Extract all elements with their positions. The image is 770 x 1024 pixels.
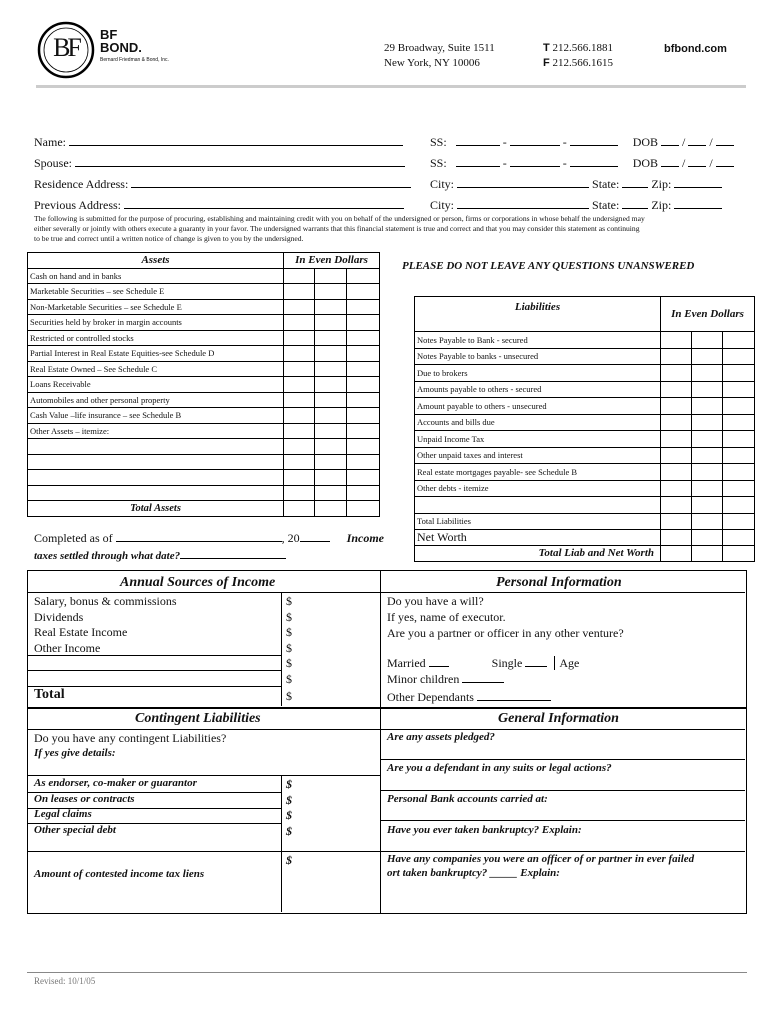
- liabilities-amount-cell[interactable]: [723, 513, 755, 530]
- contingent-row-label: Legal claims: [34, 808, 92, 820]
- assets-total-cell[interactable]: [284, 501, 315, 517]
- contingent-details: If yes give details:: [34, 747, 116, 759]
- state-label: State:: [592, 177, 620, 191]
- personal-header: Personal Information: [496, 575, 622, 590]
- contingent-bottom-rule: [27, 851, 381, 852]
- married-row: [387, 656, 579, 671]
- income-row-currency: $: [286, 594, 292, 608]
- completed-date-field[interactable]: [116, 531, 282, 542]
- liabilities-row: [415, 513, 755, 530]
- section-divider-1: [380, 570, 381, 708]
- assets-amount-cell[interactable]: [315, 408, 347, 424]
- city-field-2[interactable]: [457, 198, 589, 209]
- assets-total-cell[interactable]: [315, 501, 347, 517]
- assets-header: Assets: [28, 253, 284, 269]
- spouse-field[interactable]: [75, 156, 405, 167]
- assets-amount-cell[interactable]: [347, 299, 380, 315]
- dob-field-2a[interactable]: [661, 156, 679, 167]
- assets-header-row: [28, 253, 380, 269]
- dob-field-1a[interactable]: [661, 135, 679, 146]
- assets-amount-cell[interactable]: [315, 377, 347, 393]
- website[interactable]: bfbond.com: [664, 43, 727, 55]
- personal-header-rule: [380, 592, 745, 593]
- assets-row: [28, 284, 380, 300]
- liabilities-amount-cell[interactable]: [692, 348, 723, 365]
- general-header: General Information: [498, 711, 619, 726]
- liabilities-amount-cell[interactable]: [661, 431, 692, 448]
- liabilities-item-label: Notes Payable to Bank - secured: [415, 332, 661, 349]
- logo: [36, 20, 186, 80]
- ss-field-2a[interactable]: [456, 156, 500, 167]
- ss-field-1c[interactable]: [570, 135, 618, 146]
- assets-total-row: [28, 501, 380, 517]
- income-row-currency: $: [286, 640, 292, 655]
- liabilities-amount-cell[interactable]: [661, 348, 692, 365]
- general-rule-2: [380, 790, 745, 791]
- zip-field-1[interactable]: [674, 177, 722, 188]
- liabilities-row: [415, 414, 755, 431]
- income-row-currency: $: [286, 672, 292, 686]
- assets-amount-cell[interactable]: [284, 299, 315, 315]
- assets-table: [27, 252, 380, 517]
- spouse-label: Spouse:: [34, 156, 73, 170]
- assets-amount-cell[interactable]: [347, 408, 380, 424]
- income-header: Annual Sources of Income: [120, 575, 276, 590]
- liabilities-item-label: Amount payable to others - unsecured: [415, 398, 661, 415]
- liabilities-amount-cell[interactable]: [723, 381, 755, 398]
- liabilities-amount-cell[interactable]: [661, 381, 692, 398]
- liab-total-cell[interactable]: [723, 546, 755, 562]
- liabilities-item-label: Due to brokers: [415, 365, 661, 382]
- taxes-label: taxes settled through what date?: [34, 550, 181, 562]
- assets-amount-cell[interactable]: [315, 454, 347, 470]
- net-worth-cell[interactable]: [661, 530, 692, 546]
- disclaimer-line1: The following is submitted for the purpose of procuring, establishing and maintaining credit with you on behalf of the undersigned or person, firms or corporations in whose behalf the undersigned may: [34, 214, 645, 223]
- assets-amount-cell[interactable]: [284, 377, 315, 393]
- assets-amount-cell[interactable]: [347, 361, 380, 377]
- dob-field-2c[interactable]: [716, 156, 734, 167]
- liabilities-amount-cell[interactable]: [661, 480, 692, 497]
- income-row-label: Real Estate Income: [34, 625, 128, 640]
- general-header-rule: [380, 729, 745, 730]
- city-label: City:: [430, 177, 455, 191]
- assets-amount-cell[interactable]: [347, 423, 380, 439]
- assets-amount-cell[interactable]: [284, 470, 315, 486]
- liabilities-amount-cell[interactable]: [723, 414, 755, 431]
- liabilities-row: [415, 431, 755, 448]
- phone-number: 212.566.1881: [552, 42, 613, 54]
- income-amount-divider: [281, 592, 282, 706]
- assets-amount-cell[interactable]: [347, 284, 380, 300]
- state-label-2: State:: [592, 198, 620, 212]
- liabilities-item-label: Other unpaid taxes and interest: [415, 447, 661, 464]
- liab-total-cell[interactable]: [661, 546, 692, 562]
- contingent-header: Contingent Liabilities: [135, 711, 261, 726]
- liabilities-amount-header: In Even Dollars: [661, 297, 755, 332]
- assets-row: [28, 346, 380, 362]
- assets-amount-cell[interactable]: [284, 284, 315, 300]
- income-total-currency: $: [286, 689, 292, 703]
- net-worth-cell[interactable]: [692, 530, 723, 546]
- assets-item-label: Cash Value –life insurance – see Schedule B: [28, 408, 284, 424]
- contested-currency: $: [286, 853, 292, 867]
- income-row-label: Other Income: [34, 640, 101, 655]
- liabilities-amount-cell[interactable]: [723, 497, 755, 514]
- married-label: Married: [387, 656, 426, 670]
- assets-row: [28, 439, 380, 455]
- name-field[interactable]: [69, 135, 403, 146]
- name-row: [34, 135, 403, 150]
- ss-label-2: SS:: [430, 156, 447, 170]
- revised-text: Revised: 10/1/05: [34, 976, 96, 986]
- liabilities-amount-cell[interactable]: [723, 365, 755, 382]
- liabilities-amount-cell[interactable]: [692, 447, 723, 464]
- assets-amount-cell[interactable]: [315, 423, 347, 439]
- section-divider-2: [380, 708, 381, 913]
- dob-field-1c[interactable]: [716, 135, 734, 146]
- general-rule-1: [380, 759, 745, 760]
- liabilities-amount-cell[interactable]: [661, 414, 692, 431]
- address-line2: New York, NY 10006: [384, 57, 480, 69]
- assets-row: [28, 454, 380, 470]
- dependants-row: [387, 690, 551, 705]
- ss-field-2c[interactable]: [570, 156, 618, 167]
- assets-item-label: Non-Marketable Securities – see Schedule E: [28, 299, 284, 315]
- city-row-2: [430, 198, 722, 213]
- assets-amount-cell[interactable]: [284, 423, 315, 439]
- residence-label: Residence Address:: [34, 177, 129, 191]
- assets-row: [28, 485, 380, 501]
- liabilities-row: [415, 398, 755, 415]
- assets-amount-cell[interactable]: [315, 470, 347, 486]
- pledged-question: Are any assets pledged?: [387, 731, 495, 743]
- liabilities-amount-cell[interactable]: [661, 464, 692, 481]
- phone: [543, 42, 613, 54]
- city-label-2: City:: [430, 198, 455, 212]
- ss-field-2b[interactable]: [510, 156, 560, 167]
- assets-row: [28, 299, 380, 315]
- assets-row: [28, 408, 380, 424]
- liabilities-amount-cell[interactable]: [692, 497, 723, 514]
- assets-row: [28, 423, 380, 439]
- net-worth-row: [415, 530, 755, 546]
- income-divider-c: [27, 686, 281, 687]
- partner-question: Are you a partner or officer in any other venture?: [387, 626, 624, 640]
- liabilities-row: [415, 497, 755, 514]
- assets-item-label: Real Estate Owned – See Schedule C: [28, 361, 284, 377]
- fax: [543, 57, 613, 69]
- logo-name-line2: BOND.: [100, 40, 142, 55]
- liabilities-item-label: [415, 497, 661, 514]
- contingent-row-label: On leases or contracts: [34, 792, 135, 805]
- liabilities-amount-cell[interactable]: [661, 513, 692, 530]
- liabilities-amount-cell[interactable]: [661, 332, 692, 349]
- liabilities-amount-cell[interactable]: [692, 332, 723, 349]
- ss-field-1b[interactable]: [510, 135, 560, 146]
- assets-item-label: [28, 470, 284, 486]
- assets-amount-cell[interactable]: [284, 439, 315, 455]
- income-row-label: Dividends: [34, 609, 84, 624]
- assets-row: [28, 361, 380, 377]
- ss-row-1: SS: - - DOB / /: [430, 135, 734, 150]
- dependants-label: Other Dependants: [387, 690, 474, 704]
- dependants-field[interactable]: [477, 690, 551, 701]
- dob-field-1b[interactable]: [688, 135, 706, 146]
- liabilities-amount-cell[interactable]: [692, 431, 723, 448]
- assets-row: [28, 470, 380, 486]
- assets-item-label: [28, 485, 284, 501]
- assets-amount-cell[interactable]: [315, 284, 347, 300]
- liabilities-amount-cell[interactable]: [661, 497, 692, 514]
- assets-amount-cell[interactable]: [347, 268, 380, 284]
- logo-tagline: Bernard Friedman & Bond, Inc.: [100, 57, 169, 63]
- assets-item-label: Automobiles and other personal property: [28, 392, 284, 408]
- age-label: Age: [554, 656, 579, 670]
- executor-question: If yes, name of executor.: [387, 610, 506, 624]
- income-divider-b: [27, 670, 281, 671]
- assets-row: [28, 330, 380, 346]
- assets-amount-cell[interactable]: [347, 454, 380, 470]
- city-row-1: [430, 177, 722, 192]
- assets-item-label: Cash on hand and in banks: [28, 268, 284, 284]
- liabilities-amount-cell[interactable]: [692, 365, 723, 382]
- liabilities-item-label: Other debts - itemize: [415, 480, 661, 497]
- ss-label: SS:: [430, 135, 447, 149]
- previous-row: [34, 198, 404, 213]
- liabilities-row: [415, 365, 755, 382]
- liabilities-row: [415, 447, 755, 464]
- assets-amount-cell[interactable]: [315, 330, 347, 346]
- liabilities-item-label: Total Liabilities: [415, 513, 661, 530]
- fax-number: 212.566.1615: [552, 57, 613, 69]
- assets-total-cell[interactable]: [347, 501, 380, 517]
- liabilities-amount-cell[interactable]: [692, 464, 723, 481]
- logo-mark-text: BF: [53, 33, 79, 62]
- liabilities-amount-cell[interactable]: [692, 414, 723, 431]
- liabilities-amount-cell[interactable]: [723, 447, 755, 464]
- assets-amount-cell[interactable]: [284, 315, 315, 331]
- liabilities-item-label: Notes Payable to banks - unsecured: [415, 348, 661, 365]
- assets-amount-cell[interactable]: [315, 268, 347, 284]
- assets-amount-cell[interactable]: [284, 330, 315, 346]
- income-header-rule: [27, 592, 381, 593]
- bank-question: Personal Bank accounts carried at:: [387, 793, 548, 805]
- assets-item-label: Other Assets – itemize:: [28, 423, 284, 439]
- contingent-row-currency: $: [286, 823, 292, 838]
- liab-total-label: Total Liab and Net Worth: [415, 546, 661, 562]
- income-total-label: Total: [34, 687, 65, 702]
- net-worth-cell[interactable]: [723, 530, 755, 546]
- general-rule-4: [380, 851, 745, 852]
- phone-label: T: [543, 42, 550, 54]
- liabilities-amount-cell[interactable]: [661, 365, 692, 382]
- assets-row: [28, 392, 380, 408]
- residence-field[interactable]: [131, 177, 411, 188]
- liabilities-header-row: [415, 297, 755, 332]
- contingent-row-currency: $: [286, 792, 292, 807]
- income-row-currency: $: [286, 609, 292, 624]
- zip-label: Zip:: [651, 177, 672, 191]
- assets-row: [28, 268, 380, 284]
- liabilities-row: [415, 348, 755, 365]
- state-field-1[interactable]: [622, 177, 648, 188]
- income-row-currency: $: [286, 656, 292, 671]
- completed-row: [34, 531, 384, 546]
- dob-field-2b[interactable]: [688, 156, 706, 167]
- liabilities-amount-cell[interactable]: [723, 431, 755, 448]
- assets-item-label: Marketable Securities – see Schedule E: [28, 284, 284, 300]
- liabilities-amount-cell[interactable]: [692, 480, 723, 497]
- liabilities-item-label: Unpaid Income Tax: [415, 431, 661, 448]
- contested-label: Amount of contested income tax liens: [34, 868, 205, 880]
- ss-row-2: SS: - - DOB / /: [430, 156, 734, 171]
- net-worth-label: Net Worth: [415, 530, 661, 546]
- liabilities-item-label: Real estate mortgages payable- see Schedule B: [415, 464, 661, 481]
- dob-label: DOB: [632, 135, 659, 149]
- liabilities-row: [415, 332, 755, 349]
- defendant-question: Are you a defendant in any suits or legal actions?: [387, 762, 612, 774]
- completed-year-field[interactable]: [300, 531, 330, 542]
- assets-amount-cell[interactable]: [284, 454, 315, 470]
- bankruptcy-question: Have you ever taken bankruptcy? Explain:: [387, 824, 582, 836]
- assets-item-label: [28, 454, 284, 470]
- assets-item-label: Loans Receivable: [28, 377, 284, 393]
- assets-amount-cell[interactable]: [347, 315, 380, 331]
- liabilities-row: [415, 480, 755, 497]
- contingent-header-rule: [27, 729, 381, 730]
- assets-amount-cell[interactable]: [347, 470, 380, 486]
- assets-item-label: Securities held by broker in margin accounts: [28, 315, 284, 331]
- assets-amount-cell[interactable]: [347, 485, 380, 501]
- liabilities-amount-cell[interactable]: [723, 480, 755, 497]
- footer-rule: [27, 972, 747, 973]
- assets-amount-cell[interactable]: [347, 346, 380, 362]
- liabilities-amount-cell[interactable]: [723, 348, 755, 365]
- assets-row: [28, 315, 380, 331]
- assets-amount-cell[interactable]: [284, 361, 315, 377]
- taxes-field[interactable]: [180, 548, 286, 559]
- liabilities-row: [415, 464, 755, 481]
- income-label: Income: [346, 531, 384, 545]
- liabilities-header: Liabilities: [415, 297, 661, 332]
- contingent-row-currency: $: [286, 777, 292, 791]
- contingent-question: Do you have any contingent Liabilities?: [34, 731, 227, 745]
- assets-amount-cell[interactable]: [315, 485, 347, 501]
- liabilities-amount-cell[interactable]: [692, 398, 723, 415]
- assets-row: [28, 377, 380, 393]
- city-field-1[interactable]: [457, 177, 589, 188]
- assets-amount-cell[interactable]: [315, 315, 347, 331]
- assets-amount-cell[interactable]: [347, 392, 380, 408]
- dob-label-2: DOB: [632, 156, 659, 170]
- taxes-row: [34, 548, 286, 562]
- assets-item-label: [28, 439, 284, 455]
- previous-field[interactable]: [124, 198, 404, 209]
- header-divider: [36, 85, 746, 88]
- single-field[interactable]: [525, 656, 547, 667]
- single-label: Single: [491, 656, 523, 670]
- liabilities-amount-cell[interactable]: [692, 513, 723, 530]
- assets-item-label: Restricted or controlled stocks: [28, 330, 284, 346]
- income-divider-a: [27, 655, 281, 656]
- liabilities-item-label: Amounts payable to others - secured: [415, 381, 661, 398]
- ss-field-1a[interactable]: [456, 135, 500, 146]
- assets-amount-cell[interactable]: [315, 392, 347, 408]
- general-rule-3: [380, 820, 745, 821]
- contingent-row-label: Other special debt: [34, 823, 116, 836]
- assets-amount-cell[interactable]: [315, 299, 347, 315]
- assets-amount-cell[interactable]: [347, 377, 380, 393]
- liab-total-cell[interactable]: [692, 546, 723, 562]
- officer-question-line1: Have any companies you were an officer of or partner in ever failed: [387, 853, 695, 865]
- liabilities-amount-cell[interactable]: [723, 464, 755, 481]
- liabilities-amount-cell[interactable]: [692, 381, 723, 398]
- address-line1: 29 Broadway, Suite 1511: [384, 42, 495, 54]
- contingent-row-currency: $: [286, 808, 292, 822]
- zip-label-2: Zip:: [651, 198, 672, 212]
- liabilities-amount-cell[interactable]: [661, 398, 692, 415]
- zip-field-2[interactable]: [674, 198, 722, 209]
- assets-amount-cell[interactable]: [284, 268, 315, 284]
- assets-amount-cell[interactable]: [284, 485, 315, 501]
- officer-question-line2: ort taken bankruptcy? _____ Explain:: [387, 867, 560, 879]
- income-row-label: Salary, bonus & commissions: [34, 594, 177, 608]
- contingent-row-label: As endorser, co-maker or guarantor: [34, 777, 197, 789]
- liabilities-amount-cell[interactable]: [723, 332, 755, 349]
- assets-amount-cell[interactable]: [315, 439, 347, 455]
- logo-name-line1: BF: [100, 27, 118, 42]
- previous-label: Previous Address:: [34, 198, 121, 212]
- liab-total-row: [415, 546, 755, 562]
- married-field[interactable]: [429, 656, 449, 667]
- minor-row: [387, 672, 504, 687]
- completed-year-prefix: , 20: [281, 531, 300, 545]
- liabilities-row: [415, 381, 755, 398]
- name-label: Name:: [34, 135, 66, 149]
- assets-item-label: Partial Interest in Real Estate Equities-see Schedule D: [28, 346, 284, 362]
- assets-amount-cell[interactable]: [284, 346, 315, 362]
- spouse-row: [34, 156, 405, 171]
- assets-amount-cell[interactable]: [284, 392, 315, 408]
- minor-field[interactable]: [462, 672, 504, 683]
- income-row-currency: $: [286, 625, 292, 640]
- contingent-top-rule: [27, 775, 381, 776]
- assets-amount-cell[interactable]: [347, 330, 380, 346]
- liabilities-amount-cell[interactable]: [661, 447, 692, 464]
- assets-amount-cell[interactable]: [284, 408, 315, 424]
- assets-amount-header: In Even Dollars: [284, 253, 380, 269]
- disclaimer-line3: to be true and correct until a written notice of change is given to you by the undersigned.: [34, 234, 304, 243]
- assets-amount-cell[interactable]: [347, 439, 380, 455]
- liabilities-amount-cell[interactable]: [723, 398, 755, 415]
- will-question: Do you have a will?: [387, 594, 484, 608]
- liabilities-item-label: Accounts and bills due: [415, 414, 661, 431]
- contingent-amount-divider: [281, 775, 282, 912]
- residence-row: [34, 177, 411, 192]
- assets-amount-cell[interactable]: [315, 346, 347, 362]
- assets-amount-cell[interactable]: [315, 361, 347, 377]
- liabilities-table: [414, 296, 755, 562]
- completed-label: Completed as of: [34, 531, 113, 545]
- state-field-2[interactable]: [622, 198, 648, 209]
- notice-text: PLEASE DO NOT LEAVE ANY QUESTIONS UNANSWERED: [402, 260, 695, 272]
- fax-label: F: [543, 57, 550, 69]
- minor-label: Minor children: [387, 672, 460, 686]
- assets-total-label: Total Assets: [28, 501, 284, 517]
- disclaimer-line2: either severally or jointly with others execute a guaranty in your favor. The undersigned warrants that this financial statement is true and correct and that you may consider this statement as continuing: [34, 224, 640, 233]
